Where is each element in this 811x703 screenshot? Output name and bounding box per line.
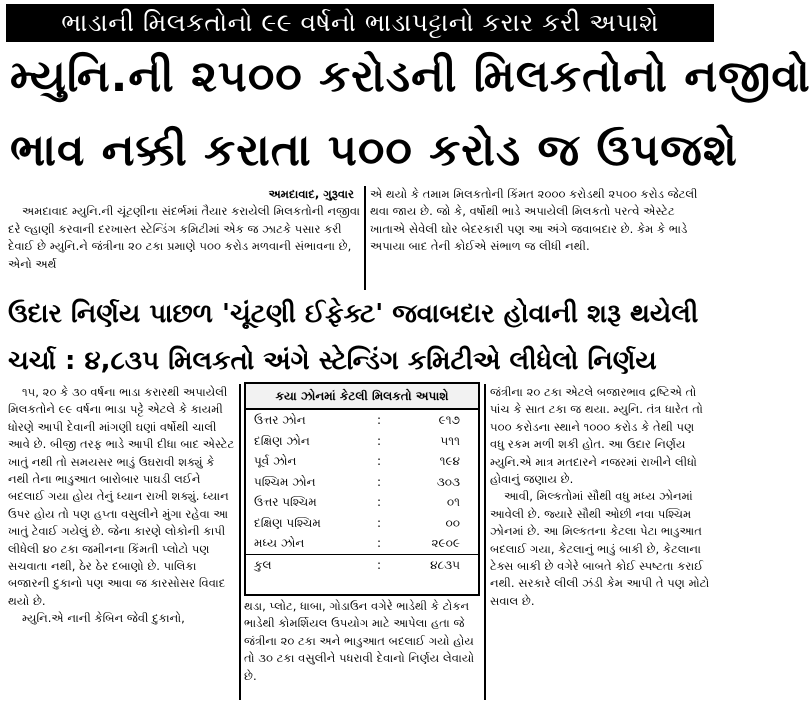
zone-count: ૧૯૪ bbox=[439, 454, 460, 468]
zone-separator: : bbox=[376, 474, 382, 489]
subheadline-line-1: ઉદાર નિર્ણય પાછળ 'ચૂંટણી ઈફેક્ટ' જવાબદાર હોવાની શરૂ થયેલી bbox=[8, 299, 699, 329]
right-column bbox=[490, 384, 712, 700]
zone-count: ૨૯૦૯ bbox=[431, 536, 460, 550]
zone-separator: : bbox=[376, 495, 382, 509]
left-paragraph-1: ૧૫, ૨૦ કે ૩૦ વર્ષના ભાડા કરારથી અપાયેલી મિલકતોને ૯૯ વર્ષના ભાડા પટ્ટે એટલે કે કાયમી ધોરણે આપી દેવાની માંગણી ઘણાં વર્ષોથી ચાલી આવે છે. બીજી તરફ ભાડે આપી દીધા બાદ એસ્ટેટ ખાતું નથી તો સમયસર ભાડું ઉઘરાવી શક્યું કે નથી તેના ભાડુઆત બારોબાર પાઘડી લઈને બદલાઈ ગયા હોય તેનું ધ્યાન રાખી શક્યું. ધ્યાન ઉપર હોય તો પણ હપ્તા વસુલીને મુંગા રહેવા આ ખાતું ટેવાઈ ગયેલું છે. જેના કારણે લોકોની કાપી લીધેલી ૪૦ ટકા જમીનના કિંમતી પ્લોટો પણ સચવાતા નથી, ઠેર ઠેર દબાણો છે. પાલિકા બજારની દુકાનો પણ આવા જ કારસોસર વિવાદ થયો છે. bbox=[8, 385, 235, 608]
kicker-banner: ભાડાની મિલકતોનો ૯૯ વર્ષનો ભાડાપટ્ટાનો કરાર કરી અપાશે bbox=[6, 4, 714, 42]
zone-name: પૂર્વ ઝોન bbox=[254, 454, 297, 468]
zone-count: ૩૦૩ bbox=[436, 474, 460, 489]
middle-paragraph: થડા, પ્લોટ, ધાબા, ગોડાઉન વગેરે ભાડેથી કે ટોકન ભાડેથી કોમર્શિયલ ઉપયોગ માટે આપેલા હતા જે જંત્રીના ૨૦ ટકા અને ભાડુઆત બદલાઈ ગયો હોય તો ૩૦ ટકા વસુલીને પધરાવી દેવાનો નિર્ણય લેવાયો છે. bbox=[244, 599, 475, 683]
middle-column-text bbox=[244, 598, 480, 700]
zone-separator: : bbox=[376, 433, 382, 448]
column-divider bbox=[239, 384, 241, 700]
zone-count: ૦૦ bbox=[445, 515, 460, 530]
column-divider bbox=[484, 384, 486, 700]
zone-row bbox=[246, 451, 478, 472]
zone-row bbox=[246, 410, 478, 431]
intro-right-column bbox=[370, 186, 712, 290]
headline-line-1: મ્યુનિ.ની ૨૫૦૦ કરોડની મિલકતોનો નજીવો bbox=[10, 51, 811, 102]
subheadline-line-2: ચર્ચા : ૪,૮૩૫ મિલકતો અંગે સ્ટેન્ડિંગ કમિટીએ લીધેલો નિર્ણય bbox=[8, 346, 657, 376]
zone-total-row bbox=[246, 554, 478, 576]
zone-separator: : bbox=[376, 557, 382, 572]
intro-left-column bbox=[8, 186, 360, 290]
right-paragraph-1: જંત્રીના ૨૦ ટકા એટલે બજારભાવ દ્રષ્ટિએ તો પાંચ કે સાત ટકા જ થયા. મ્યુનિ. તંત્ર ધારેત તો ૫૦૦ કરોડના સ્થાને ૧૦૦૦ કરોડ કે તેથી પણ વધુ રકમ મળી શકી હોત. આ ઉદાર નિર્ણય મ્યુનિ.એ માત્ર મતદારને નજરમાં રાખીને લીધો હોવાનું જણાય છે. bbox=[490, 385, 703, 487]
zone-name: દક્ષિણ પશ્ચિમ bbox=[254, 515, 321, 530]
zone-total-label: કુલ bbox=[254, 557, 272, 572]
left-column bbox=[8, 384, 236, 700]
column-divider bbox=[364, 186, 366, 290]
zone-row bbox=[246, 492, 478, 513]
zone-name: ઉત્તર પશ્ચિમ bbox=[254, 495, 317, 509]
zone-row bbox=[246, 431, 478, 452]
zone-name: દક્ષિણ ઝોન bbox=[254, 433, 310, 448]
zone-name: મધ્ય ઝોન bbox=[254, 536, 305, 550]
zone-separator: : bbox=[376, 515, 382, 530]
zone-count: ૦૧ bbox=[446, 495, 460, 509]
headline-line-2: ભાવ નક્કી કરાતા ૫૦૦ કરોડ જ ઉપજશે bbox=[10, 125, 738, 176]
zone-separator: : bbox=[376, 413, 382, 427]
zone-row bbox=[246, 533, 478, 554]
zone-table bbox=[244, 382, 480, 596]
dateline: અમદાવાદ, ગુરૂવાર bbox=[268, 187, 354, 201]
intro-left-paragraph: અમદાવાદ મ્યુનિ.ની ચૂંટણીના સંદર્ભમાં તૈયાર કરાયેલી મિલકતોની નજીવા દરે લ્હાણી કરવાની દરખાસ્ત સ્ટેન્ડિંગ કમિટીમાં એક જ ઝાટકે પસાર કરી દેવાઈ છે મ્યુનિ.ને જંત્રીના ૨૦ ટકા પ્રમાણે ૫૦૦ કરોડ મળવાની સંભાવના છે, એનો અર્થ bbox=[8, 204, 360, 271]
zone-count: ૫૧૧ bbox=[440, 433, 460, 448]
zone-row bbox=[246, 513, 478, 534]
right-paragraph-2: આવી, મિલ્કતોમાં સૌથી વધુ મધ્ય ઝોનમાં આવેલી છે. જ્યારે સૌથી ઓછી નવા પશ્ચિમ ઝોનમાં છે. આ મિલ્કતના કેટલા પેટા ભાડુઆત બદલાઈ ગયા, કેટલાનું ભાડું બાકી છે, કેટલાના ટેક્સ બાકી છે વગેરે બાબતે કોઈ સ્પષ્ટતા કરાઈ નથી. સરકારે લીલી ઝંડી કેમ આપી તે પણ મોટો સવાલ છે. bbox=[490, 489, 710, 608]
zone-total-count: ૪૮૩૫ bbox=[430, 557, 460, 572]
zone-separator: : bbox=[376, 536, 382, 550]
zone-count: ૯૧૭ bbox=[438, 413, 460, 427]
zone-row bbox=[246, 472, 478, 493]
zone-separator: : bbox=[376, 454, 382, 468]
zone-name: ઉત્તર ઝોન bbox=[254, 413, 306, 427]
zone-name: પશ્ચિમ ઝોન bbox=[254, 474, 316, 489]
intro-right-paragraph: એ થયો કે તમામ મિલકતોની કિંમત ૨૦૦૦ કરોડથી ૨૫૦૦ કરોડ જેટલી થવા જાય છે. જો કે, વર્ષોથી ભાડે અપાયેલી મિલકતો પરત્વે એસ્ટેટ ખાતાએ સેવેલી ઘોર બેદરકારી પણ આ અંગે જવાબદાર છે. કેમ કે ભાડે અપાયા બાદ તેની કોઈએ સંભાળ જ લીધી નથી. bbox=[370, 187, 698, 254]
zone-table-title: કયા ઝોનમાં કેટલી મિલકતો અપાશે bbox=[246, 384, 478, 410]
left-paragraph-2: મ્યુનિ.એ નાની કેબિન જેવી દુકાનો, bbox=[22, 611, 185, 626]
